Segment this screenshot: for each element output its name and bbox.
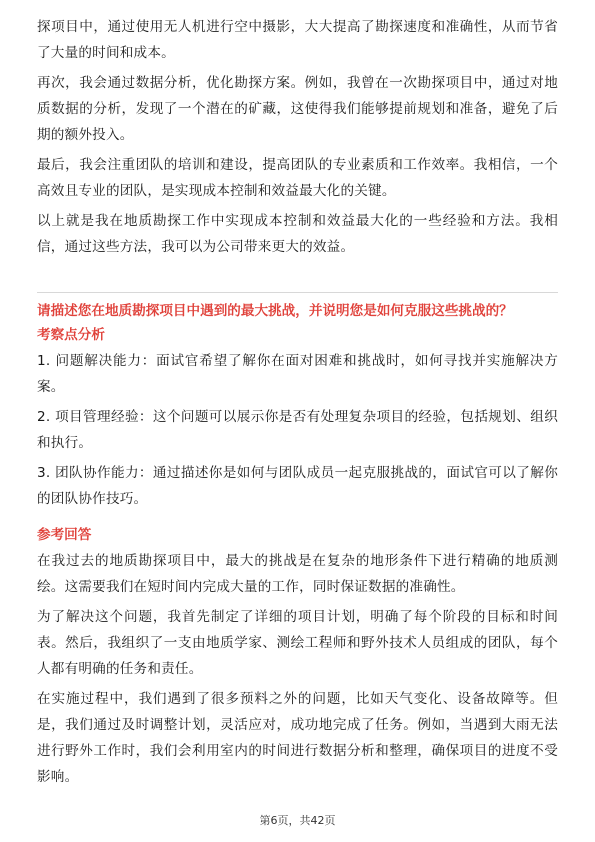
question-body [37, 324, 558, 794]
section-divider [37, 292, 558, 293]
analysis-item: 1. 问题解决能力：面试官希望了解你在面对困难和挑战时，如何寻找并实施解决方案。 [37, 353, 558, 395]
analysis-title: 考察点分析 [37, 327, 105, 343]
paragraph: 以上就是我在地质勘探工作中实现成本控制和效益最大化的一些经验和方法。我相信，通过这些方法，我可以为公司带来更大的效益。 [37, 213, 558, 255]
previous-answer-continuation [37, 14, 558, 264]
answer-paragraph: 在我过去的地质勘探项目中，最大的挑战是在复杂的地形条件下进行精确的地质测绘。这需要我们在短时间内完成大量的工作，同时保证数据的准确性。 [37, 553, 558, 595]
answer-paragraph: 在实施过程中，我们遇到了很多预料之外的问题，比如天气变化、设备故障等。但是，我们通过及时调整计划，灵活应对，成功地完成了任务。例如，当遇到大雨无法进行野外工作时，我们会利用室内的时间进行数据分析和整理，确保项目的进度不受影响。 [37, 691, 558, 785]
page-number: 第6页，共42页 [259, 814, 336, 827]
question-heading: 请描述您在地质勘探项目中遇到的最大挑战，并说明您是如何克服这些挑战的？ [37, 303, 513, 319]
paragraph: 再次，我会通过数据分析，优化勘探方案。例如，我曾在一次勘探项目中，通过对地质数据的分析，发现了一个潜在的矿藏，这使得我们能够提前规划和准备，避免了后期的额外投入。 [37, 75, 558, 143]
paragraph: 最后，我会注重团队的培训和建设，提高团队的专业素质和工作效率。我相信，一个高效且专业的团队，是实现成本控制和效益最大化的关键。 [37, 157, 558, 199]
analysis-item: 2. 项目管理经验：这个问题可以展示你是否有处理复杂项目的经验，包括规划、组织和执行。 [37, 409, 558, 451]
paragraph: 探项目中，通过使用无人机进行空中摄影，大大提高了勘探速度和准确性，从而节省了大量的时间和成本。 [37, 19, 558, 61]
analysis-item: 3. 团队协作能力：通过描述你是如何与团队成员一起克服挑战的，面试官可以了解你的团队协作技巧。 [37, 465, 558, 507]
answer-title: 参考回答 [37, 527, 92, 543]
answer-paragraph: 为了解决这个问题，我首先制定了详细的项目计划，明确了每个阶段的目标和时间表。然后，我组织了一支由地质学家、测绘工程师和野外技术人员组成的团队，每个人都有明确的任务和责任。 [37, 609, 558, 677]
